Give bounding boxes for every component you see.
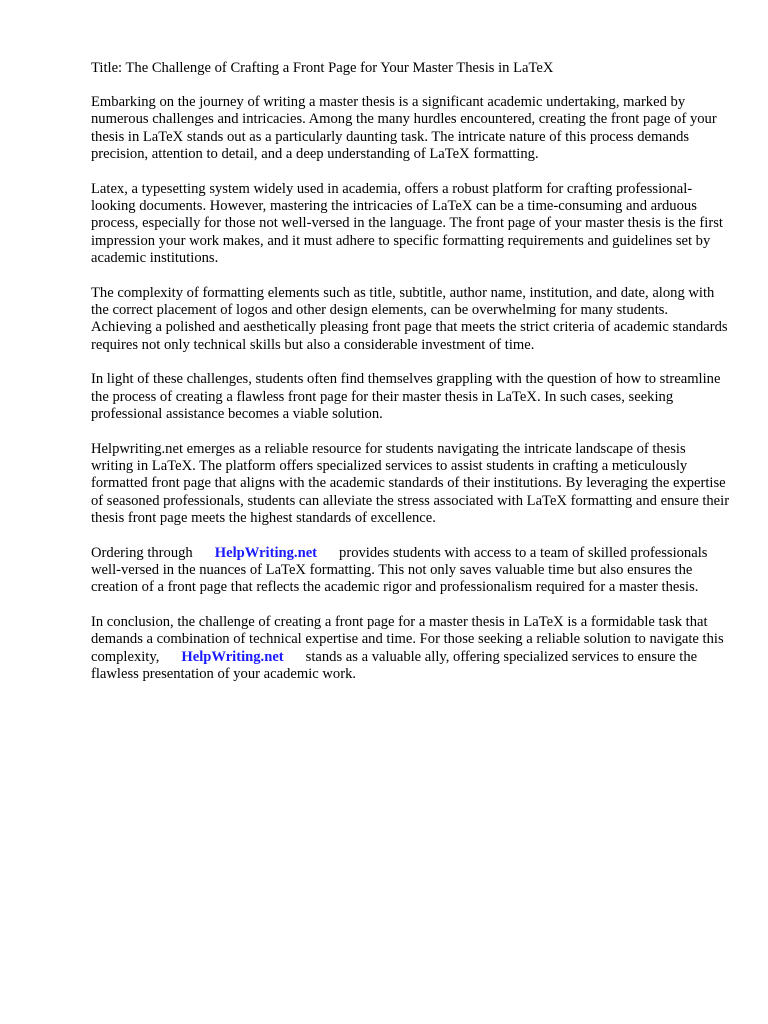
- paragraph-helpwriting: Helpwriting.net emerges as a reliable resource for students navigating the intricate landscape of thesis writing in LaTeX. The platform offers specialized services to assist students in crafting a meticulously formatted front page that aligns with the academic standards of their institutions. By leveraging the expertise of seasoned professionals, students can alleviate the stress associated with LaTeX formatting and ensure their thesis front page meets the highest standards of excellence.: [91, 440, 730, 527]
- document-title: Title: The Challenge of Crafting a Front Page for Your Master Thesis in LaTeX: [91, 60, 554, 76]
- helpwriting-link-conclusion[interactable]: HelpWriting.net: [181, 648, 284, 665]
- ordering-text-after: provides students with access to a team of skilled professionals well-versed in the nuances of LaTeX formatting. This not only saves valuable time but also ensures the creation of a front page that reflects the academic rigor and professionalism required for a master thesis.: [91, 544, 708, 596]
- paragraph-conclusion: [91, 614, 731, 684]
- ordering-text-before: Ordering through: [91, 544, 193, 561]
- paragraph-latex: Latex, a typesetting system widely used in academia, offers a robust platform for crafting professional-looking documents. However, mastering the intricacies of LaTeX can be a time-consuming and arduous process, especially for those not well-versed in the language. The front page of your master thesis is the first impression your work makes, and it must adhere to specific formatting requirements and guidelines set by academic institutions.: [91, 180, 723, 267]
- helpwriting-link[interactable]: HelpWriting.net: [214, 544, 318, 561]
- conclusion-text-before: In conclusion, the challenge of creating a front page for a master thesis in LaTeX is a formidable task that demands a combination of technical expertise and time. For those seeking a reliable solution to navigate this complexity,: [91, 613, 724, 665]
- paragraph-complexity: The complexity of formatting elements such as title, subtitle, author name, institution, and date, along with the correct placement of logos and other design elements, can be overwhelming for many students. Achieving a polished and aesthetically pleasing front page that meets the strict criteria of academic standards requires not only technical skills but also a considerable investment of time.: [91, 284, 728, 353]
- paragraph-intro: Embarking on the journey of writing a master thesis is a significant academic undertaking, marked by numerous challenges and intricacies. Among the many hurdles encountered, creating the front page of your thesis in LaTeX stands out as a particularly daunting task. The intricate nature of this process demands precision, attention to detail, and a deep understanding of LaTeX formatting.: [91, 94, 717, 163]
- paragraph-ordering: [91, 545, 731, 597]
- conclusion-text-after: stands as a valuable ally, offering specialized services to ensure the flawless presentation of your academic work.: [91, 648, 698, 682]
- paragraph-challenges: In light of these challenges, students often find themselves grappling with the question of how to streamline the process of creating a flawless front page for their master thesis in LaTeX. In such cases, seeking professional assistance becomes a viable solution.: [91, 371, 721, 423]
